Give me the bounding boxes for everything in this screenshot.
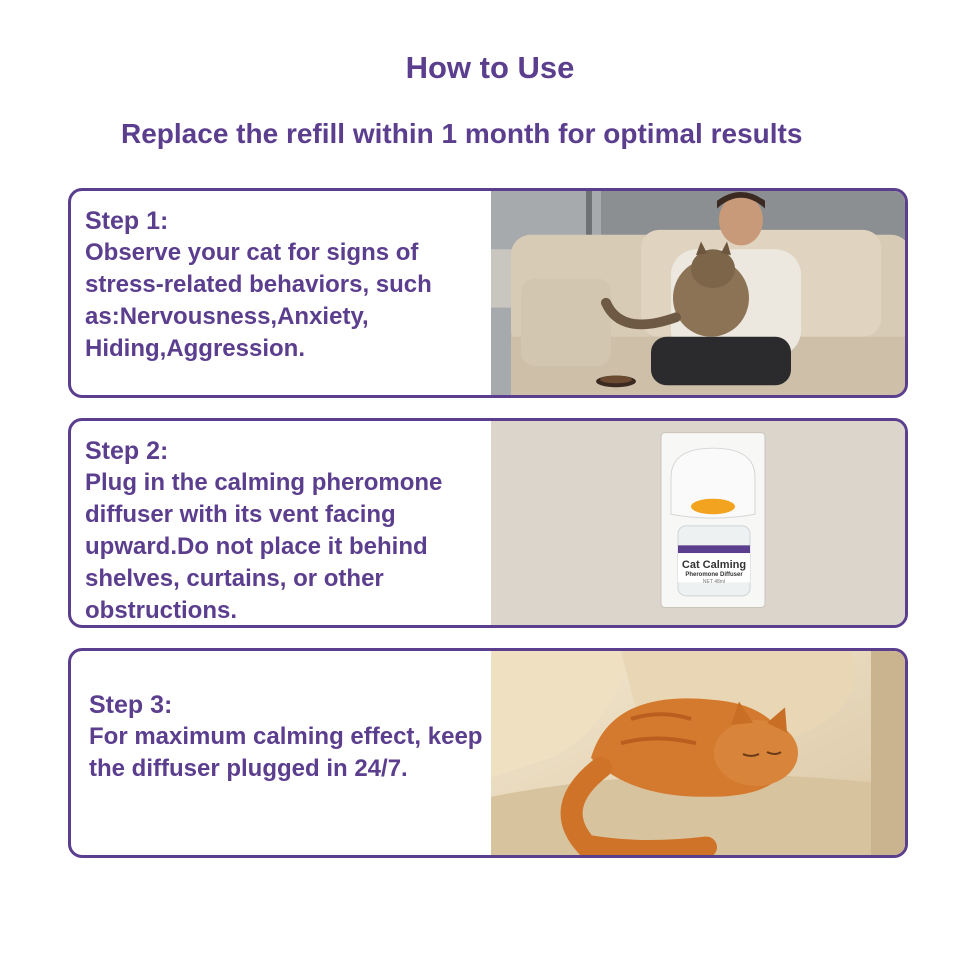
step-1-label: Step 1: (85, 207, 169, 235)
step-2-text-block (85, 435, 495, 627)
page-title: How to Use (405, 50, 575, 85)
step-1-description: Observe your cat for signs of stress-related behaviors, such as:Nervousness,Anxiety, Hiding,Aggression. (85, 239, 432, 362)
step-3-label: Step 3: (89, 691, 173, 719)
step-2-description: Plug in the calming pheromone diffuser with its vent facing upward.Do not place it behind shelves, curtains, or other obstructions. (85, 469, 443, 624)
man-holding-cat-image (491, 191, 908, 395)
diffuser-label-subtitle: Pheromone Diffuser (685, 572, 743, 578)
step-1-text-block (85, 205, 495, 365)
sleeping-cat-image (491, 651, 908, 855)
step-card-3 (68, 648, 908, 858)
diffuser-label (678, 559, 750, 586)
step-3-photo (491, 651, 908, 855)
step-card-1 (68, 188, 908, 398)
diffuser-label-title: Cat Calming (681, 559, 747, 571)
page-subtitle: Replace the refill within 1 month for optimal results (121, 118, 803, 149)
step-3-text-block (89, 689, 499, 785)
step-2-photo (491, 421, 908, 625)
diffuser-label-volume: NET 48ml (702, 579, 726, 585)
step-3-description: For maximum calming effect, keep the diffuser plugged in 24/7. (89, 723, 483, 782)
step-card-2 (68, 418, 908, 628)
step-2-label: Step 2: (85, 437, 169, 465)
step-1-photo (491, 191, 908, 395)
diffuser-on-wall-image (491, 421, 908, 625)
